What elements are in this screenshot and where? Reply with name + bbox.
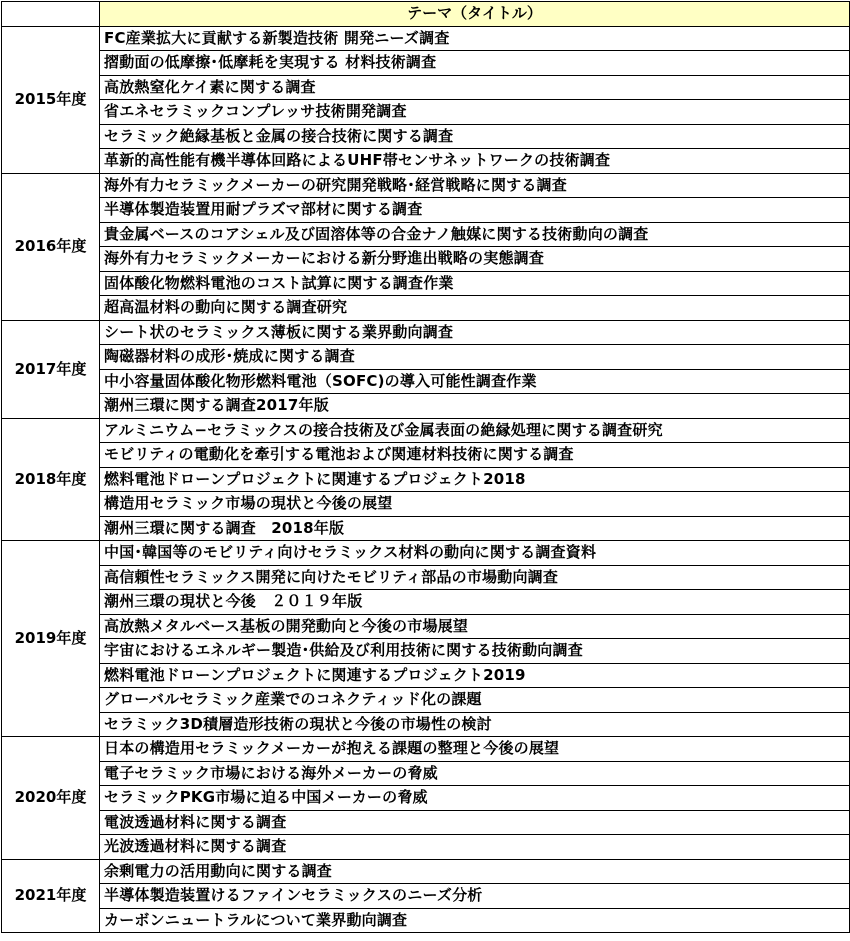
table-row (2, 271, 850, 296)
theme-title-cell: 摺動面の低摩擦･低摩耗を実現する 材料技術調査 (100, 51, 850, 76)
theme-title-cell: 半導体製造装置けるファインセラミックスのニーズ分析 (100, 884, 850, 909)
table-row (2, 859, 850, 884)
theme-title-cell: 中国･韓国等のモビリティ向けセラミックス材料の動向に関する調査資料 (100, 541, 850, 566)
theme-title-cell: 潮州三環の現状と今後 ２０１９年版 (100, 590, 850, 615)
theme-title-cell: 省エネセラミックコンプレッサ技術開発調査 (100, 100, 850, 125)
table-row (2, 884, 850, 909)
theme-title-cell: 超高温材料の動向に関する調査研究 (100, 296, 850, 321)
theme-title-cell: 宇宙におけるエネルギー製造･供給及び利用技術に関する技術動向調査 (100, 639, 850, 664)
fiscal-year-cell: 2019年度 (2, 541, 100, 737)
table-row (2, 712, 850, 737)
theme-title-cell: 燃料電池ドローンプロジェクトに関連するプロジェクト2019 (100, 663, 850, 688)
table-row (2, 516, 850, 541)
table-row (2, 26, 850, 51)
table-row (2, 394, 850, 419)
table-row (2, 100, 850, 125)
table-row (2, 467, 850, 492)
table-body (2, 26, 850, 933)
table-row (2, 173, 850, 198)
theme-title-cell: 電子セラミック市場における海外メーカーの脅威 (100, 761, 850, 786)
table-row (2, 639, 850, 664)
table-row (2, 443, 850, 468)
theme-title-cell: 半導体製造装置用耐プラズマ部材に関する調査 (100, 198, 850, 223)
theme-title-cell: シート状のセラミックス薄板に関する業界動向調査 (100, 320, 850, 345)
research-theme-table (1, 1, 850, 933)
theme-title-cell: カーボンニュートラルについて業界動向調査 (100, 908, 850, 933)
theme-title-cell: 中小容量固体酸化物形燃料電池（SOFC)の導入可能性調査作業 (100, 369, 850, 394)
year-header-cell (2, 2, 100, 27)
table-row (2, 908, 850, 933)
table-row (2, 198, 850, 223)
theme-title-cell: 余剰電力の活用動向に関する調査 (100, 859, 850, 884)
fiscal-year-cell: 2021年度 (2, 859, 100, 933)
theme-title-cell: FC産業拡大に貢献する新製造技術 開発ニーズ調査 (100, 26, 850, 51)
table-row (2, 663, 850, 688)
theme-title-cell: 潮州三環に関する調査2017年版 (100, 394, 850, 419)
theme-title-cell: グローバルセラミック産業でのコネクティッド化の課題 (100, 688, 850, 713)
table-row (2, 737, 850, 762)
table-row (2, 345, 850, 370)
theme-title-cell: 革新的高性能有機半導体回路によるUHF帯センサネットワークの技術調査 (100, 149, 850, 174)
theme-title-cell: セラミック絶縁基板と金属の接合技術に関する調査 (100, 124, 850, 149)
theme-title-cell: 貴金属ベースのコアシェル及び固溶体等の合金ナノ触媒に関する技術動向の調査 (100, 222, 850, 247)
table-row (2, 51, 850, 76)
table-row (2, 761, 850, 786)
theme-title-cell: 電波透過材料に関する調査 (100, 810, 850, 835)
fiscal-year-cell: 2018年度 (2, 418, 100, 541)
theme-title-cell: 陶磁器材料の成形･焼成に関する調査 (100, 345, 850, 370)
table-row (2, 369, 850, 394)
table-row (2, 810, 850, 835)
theme-title-cell: 燃料電池ドローンプロジェクトに関連するプロジェクト2018 (100, 467, 850, 492)
theme-title-cell: セラミック3D積層造形技術の現状と今後の市場性の検討 (100, 712, 850, 737)
fiscal-year-cell: 2017年度 (2, 320, 100, 418)
theme-title-cell: 固体酸化物燃料電池のコスト試算に関する調査作業 (100, 271, 850, 296)
table-row (2, 222, 850, 247)
table-row (2, 565, 850, 590)
theme-title-cell: 高放熱窒化ケイ素に関する調査 (100, 75, 850, 100)
theme-title-cell: 構造用セラミック市場の現状と今後の展望 (100, 492, 850, 517)
theme-title-cell: 海外有力セラミックメーカーにおける新分野進出戦略の実態調査 (100, 247, 850, 272)
theme-title-cell: セラミックPKG市場に迫る中国メーカーの脅威 (100, 786, 850, 811)
theme-title-cell: 光波透過材料に関する調査 (100, 835, 850, 860)
theme-title-cell: 高放熱メタルベース基板の開発動向と今後の市場展望 (100, 614, 850, 639)
theme-title-cell: モビリティの電動化を牽引する電池および関連材料技術に関する調査 (100, 443, 850, 468)
table-row (2, 247, 850, 272)
table-row (2, 124, 850, 149)
table-row (2, 590, 850, 615)
fiscal-year-cell: 2015年度 (2, 26, 100, 173)
title-header-cell: テーマ（タイトル） (100, 2, 850, 27)
table-row (2, 835, 850, 860)
table-row (2, 541, 850, 566)
table-row (2, 75, 850, 100)
table-row (2, 418, 850, 443)
theme-title-cell: 高信頼性セラミックス開発に向けたモビリティ部品の市場動向調査 (100, 565, 850, 590)
header-row (2, 2, 850, 27)
table-row (2, 492, 850, 517)
theme-title-cell: 潮州三環に関する調査 2018年版 (100, 516, 850, 541)
table-row (2, 149, 850, 174)
fiscal-year-cell: 2016年度 (2, 173, 100, 320)
theme-title-cell: 海外有力セラミックメーカーの研究開発戦略･経営戦略に関する調査 (100, 173, 850, 198)
table-row (2, 296, 850, 321)
table-row (2, 614, 850, 639)
table-row (2, 320, 850, 345)
theme-title-cell: アルミニウム−セラミックスの接合技術及び金属表面の絶縁処理に関する調査研究 (100, 418, 850, 443)
table-row (2, 688, 850, 713)
table-row (2, 786, 850, 811)
fiscal-year-cell: 2020年度 (2, 737, 100, 860)
theme-title-cell: 日本の構造用セラミックメーカーが抱える課題の整理と今後の展望 (100, 737, 850, 762)
